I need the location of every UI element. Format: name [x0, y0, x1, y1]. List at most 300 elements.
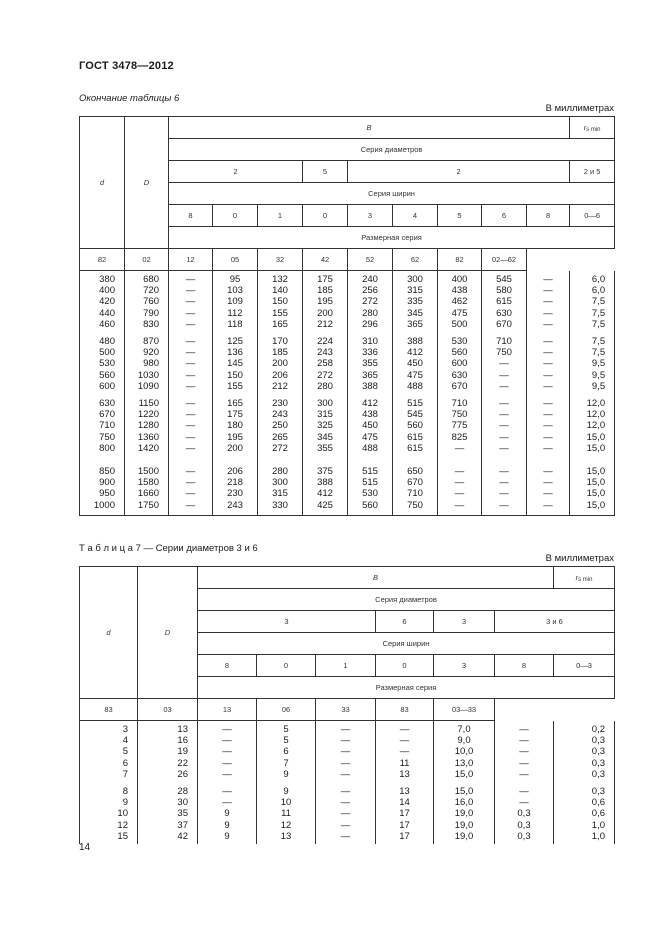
table-cell: 630 — [482, 308, 527, 319]
table-cell: 5 — [80, 746, 138, 757]
table-cell: 109 — [213, 296, 258, 307]
table-row — [80, 409, 615, 420]
table-cell: 180 — [213, 420, 258, 431]
table-cell: — — [527, 381, 570, 392]
table-cell: 475 — [393, 370, 438, 381]
table-cell: 19,0 — [434, 820, 495, 831]
table-cell: 380 — [80, 271, 125, 286]
table-cell: 388 — [303, 477, 348, 488]
table-cell: 230 — [258, 392, 303, 409]
table-cell: 15,0 — [570, 454, 615, 477]
table-cell: 315 — [393, 285, 438, 296]
table-cell: 1580 — [125, 477, 169, 488]
table6 — [79, 116, 615, 516]
table-cell: 95 — [213, 271, 258, 286]
table-cell: 12,0 — [570, 409, 615, 420]
diam-series-cell: 3 и 6 — [495, 611, 615, 633]
table-cell: 750 — [482, 347, 527, 358]
table-cell: 545 — [393, 409, 438, 420]
table-cell: 0,6 — [554, 797, 615, 808]
dim-series-cell: 05 — [213, 249, 258, 271]
table-cell: — — [169, 392, 213, 409]
table-cell: 300 — [393, 271, 438, 286]
width-series-cell: 8 — [527, 205, 570, 227]
table-row — [80, 797, 615, 808]
table-cell: 475 — [348, 432, 393, 443]
table-cell: 15,0 — [570, 432, 615, 443]
table-cell: 375 — [303, 454, 348, 477]
table-cell: — — [376, 721, 434, 736]
table-cell: 0,2 — [554, 721, 615, 736]
table-row — [80, 308, 615, 319]
table-cell: — — [482, 432, 527, 443]
table-cell: 800 — [80, 443, 125, 454]
table-cell: — — [169, 358, 213, 369]
table-cell: 258 — [303, 358, 348, 369]
table-cell: 7 — [80, 769, 138, 780]
table-cell: 920 — [125, 347, 169, 358]
table-cell: 330 — [258, 500, 303, 516]
table-cell: 0,3 — [554, 769, 615, 780]
dim-series-cell: 62 — [393, 249, 438, 271]
table-cell: 218 — [213, 477, 258, 488]
diam-series-cell: 6 — [376, 611, 434, 633]
table-cell: 515 — [348, 454, 393, 477]
table-cell: 19,0 — [434, 808, 495, 819]
table-cell: 14 — [376, 797, 434, 808]
table-cell: — — [495, 721, 554, 736]
width-series-cell: 1 — [258, 205, 303, 227]
page-number: 14 — [79, 842, 91, 853]
table-cell: 256 — [348, 285, 393, 296]
table-cell: 17 — [376, 831, 434, 844]
table-cell: 0,3 — [495, 808, 554, 819]
table-cell: 750 — [438, 409, 482, 420]
table-row — [80, 454, 615, 477]
width-series-cell: 8 — [495, 655, 554, 677]
table-cell: 16,0 — [434, 797, 495, 808]
table-cell: 710 — [393, 488, 438, 499]
width-series-cell: 8 — [169, 205, 213, 227]
table-cell: 7 — [257, 758, 316, 769]
table-row — [80, 500, 615, 516]
table-cell: 7,5 — [570, 319, 615, 330]
table-cell: 790 — [125, 308, 169, 319]
table-row — [80, 381, 615, 392]
table-cell: — — [527, 308, 570, 319]
table-cell: — — [169, 330, 213, 347]
table-cell: 650 — [393, 454, 438, 477]
table-row — [80, 758, 615, 769]
table-cell: — — [482, 500, 527, 516]
table-row — [80, 721, 615, 736]
table-cell: 600 — [438, 358, 482, 369]
dim-series-cell: 83 — [376, 699, 434, 721]
table-cell: 15,0 — [434, 769, 495, 780]
table-cell: 265 — [258, 432, 303, 443]
table-cell: 720 — [125, 285, 169, 296]
table-cell: 545 — [482, 271, 527, 286]
table-cell: 980 — [125, 358, 169, 369]
table-cell: 500 — [438, 319, 482, 330]
table-cell: 30 — [138, 797, 198, 808]
table-cell: 13 — [257, 831, 316, 844]
table-cell: — — [438, 500, 482, 516]
table-cell: 315 — [303, 409, 348, 420]
width-series-cell: 1 — [316, 655, 376, 677]
table-cell: 19,0 — [434, 831, 495, 844]
table-cell: — — [169, 500, 213, 516]
table-cell: 560 — [348, 500, 393, 516]
table-cell: 12 — [80, 820, 138, 831]
diam-series-cell: 3 — [198, 611, 376, 633]
table-cell: 9,5 — [570, 381, 615, 392]
table-cell: 462 — [438, 296, 482, 307]
table-cell: 345 — [303, 432, 348, 443]
table-cell: 300 — [303, 392, 348, 409]
table-cell: 112 — [213, 308, 258, 319]
table7-caption: Т а б л и ц а 7 — Серии диаметров 3 и 6 — [79, 543, 258, 554]
table-cell: 280 — [348, 308, 393, 319]
table-cell: 710 — [438, 392, 482, 409]
table-cell: 336 — [348, 347, 393, 358]
table-cell: 315 — [258, 488, 303, 499]
table-row — [80, 296, 615, 307]
table-cell: 425 — [303, 500, 348, 516]
dim-series-cell: 02 — [125, 249, 169, 271]
table6-caption: Окончание таблицы 6 — [79, 93, 180, 104]
table-cell: — — [495, 769, 554, 780]
table-cell: — — [316, 780, 376, 797]
table-cell: 615 — [393, 432, 438, 443]
table-row — [80, 488, 615, 499]
table-cell: — — [527, 392, 570, 409]
table-cell: 155 — [213, 381, 258, 392]
table-cell: 165 — [213, 392, 258, 409]
table-cell: 515 — [393, 392, 438, 409]
width-series-label: Серия ширин — [169, 183, 615, 205]
table-cell: 17 — [376, 808, 434, 819]
table-cell: — — [495, 746, 554, 757]
table-cell: 35 — [138, 808, 198, 819]
table-cell: — — [438, 443, 482, 454]
table-cell: 0,3 — [554, 746, 615, 757]
table-cell: — — [316, 831, 376, 844]
table-cell: 6,0 — [570, 285, 615, 296]
table-cell: 7,5 — [570, 347, 615, 358]
dim-series-cell: 13 — [198, 699, 257, 721]
table-cell: 6 — [257, 746, 316, 757]
table-cell: 224 — [303, 330, 348, 347]
table-cell: 206 — [213, 454, 258, 477]
table-row — [80, 780, 615, 797]
table-cell: 170 — [258, 330, 303, 347]
table-cell: 560 — [80, 370, 125, 381]
dim-series-cell: 32 — [258, 249, 303, 271]
table-cell: 296 — [348, 319, 393, 330]
table-cell: 438 — [348, 409, 393, 420]
dim-series-cell: 02—62 — [482, 249, 527, 271]
table-cell: — — [316, 769, 376, 780]
table-cell: — — [376, 735, 434, 746]
table-cell: 185 — [303, 285, 348, 296]
table-cell: 9 — [80, 797, 138, 808]
col-D-header: D — [125, 117, 169, 249]
table-cell: 6 — [80, 758, 138, 769]
table-cell: 175 — [303, 271, 348, 286]
table-cell: — — [527, 477, 570, 488]
dim-series-label: Размерная серия — [169, 227, 615, 249]
table-cell: 412 — [303, 488, 348, 499]
table-cell: 750 — [393, 500, 438, 516]
table-cell: 9 — [257, 780, 316, 797]
table-cell: 355 — [303, 443, 348, 454]
table-cell: 243 — [258, 409, 303, 420]
table-row — [80, 746, 615, 757]
table-cell: — — [438, 488, 482, 499]
dim-series-label: Размерная серия — [198, 677, 615, 699]
table-cell: 13 — [376, 769, 434, 780]
table-cell: 13 — [376, 780, 434, 797]
table-cell: 615 — [393, 443, 438, 454]
table-cell: 12,0 — [570, 420, 615, 431]
table-cell: 1420 — [125, 443, 169, 454]
table-cell: 8 — [80, 780, 138, 797]
table-row — [80, 370, 615, 381]
table-row — [80, 347, 615, 358]
table-cell: 1090 — [125, 381, 169, 392]
table6-units: В миллиметрах — [545, 103, 614, 114]
diam-series-label: Серия диаметров — [198, 589, 615, 611]
dim-series-cell: 33 — [316, 699, 376, 721]
table-cell: 272 — [303, 370, 348, 381]
table-cell: 12,0 — [570, 392, 615, 409]
dim-series-cell: 82 — [80, 249, 125, 271]
standard-title: ГОСТ 3478—2012 — [79, 60, 174, 72]
table-cell: 9 — [198, 831, 257, 844]
table-cell: — — [527, 347, 570, 358]
table-cell: — — [482, 454, 527, 477]
table-cell: 0,3 — [554, 735, 615, 746]
table-cell: 670 — [393, 477, 438, 488]
width-series-cell: 4 — [393, 205, 438, 227]
table-cell: 19 — [138, 746, 198, 757]
table-cell: 212 — [258, 381, 303, 392]
table-cell: 11 — [376, 758, 434, 769]
col-d-header: d — [80, 567, 138, 699]
table-cell: — — [482, 392, 527, 409]
table-cell: 7,0 — [434, 721, 495, 736]
table-cell: 10 — [257, 797, 316, 808]
table-cell: 870 — [125, 330, 169, 347]
table7 — [79, 566, 615, 844]
width-series-cell: 3 — [348, 205, 393, 227]
table-cell: 900 — [80, 477, 125, 488]
table-cell: 515 — [348, 477, 393, 488]
dim-series-cell: 03—33 — [434, 699, 495, 721]
dim-series-cell: 52 — [348, 249, 393, 271]
dim-series-cell: 03 — [138, 699, 198, 721]
table-cell: — — [527, 454, 570, 477]
table-cell: 37 — [138, 820, 198, 831]
table-cell: 15,0 — [434, 780, 495, 797]
table-cell: 145 — [213, 358, 258, 369]
table-cell: 345 — [393, 308, 438, 319]
table-cell: 850 — [80, 454, 125, 477]
table-cell: 9,5 — [570, 358, 615, 369]
diam-series-label: Серия диаметров — [169, 139, 615, 161]
width-series-cell: 0 — [257, 655, 316, 677]
table-cell: 530 — [348, 488, 393, 499]
table-cell: 200 — [258, 358, 303, 369]
table-cell: — — [169, 443, 213, 454]
dim-series-cell: 06 — [257, 699, 316, 721]
table-cell: — — [198, 797, 257, 808]
table-cell: — — [527, 409, 570, 420]
table-cell: 136 — [213, 347, 258, 358]
table-cell: — — [169, 308, 213, 319]
table-cell: 615 — [482, 296, 527, 307]
table-cell: — — [527, 432, 570, 443]
table-cell: 950 — [80, 488, 125, 499]
table-cell: 760 — [125, 296, 169, 307]
table-row — [80, 477, 615, 488]
table-cell: 195 — [213, 432, 258, 443]
table-cell: 13,0 — [434, 758, 495, 769]
table-cell: 42 — [138, 831, 198, 844]
table-cell: — — [495, 758, 554, 769]
table-row — [80, 420, 615, 431]
table-cell: 1500 — [125, 454, 169, 477]
table-cell: — — [169, 285, 213, 296]
table-cell: — — [376, 746, 434, 757]
width-series-cell: 0—6 — [570, 205, 615, 227]
table-cell: 17 — [376, 820, 434, 831]
table-cell: — — [495, 797, 554, 808]
table-cell: 460 — [80, 319, 125, 330]
table-cell: 140 — [258, 285, 303, 296]
table-cell: 230 — [213, 488, 258, 499]
dim-series-cell: 83 — [80, 699, 138, 721]
col-D-header: D — [138, 567, 198, 699]
table-cell: 560 — [438, 347, 482, 358]
table-cell: — — [438, 454, 482, 477]
table-cell: 830 — [125, 319, 169, 330]
table-cell: — — [482, 358, 527, 369]
table-cell: — — [169, 319, 213, 330]
table-cell: 150 — [258, 296, 303, 307]
table-row — [80, 319, 615, 330]
table-row — [80, 808, 615, 819]
table-cell: 206 — [258, 370, 303, 381]
table-cell: 9 — [257, 769, 316, 780]
table-cell: 1000 — [80, 500, 125, 516]
table-cell: 630 — [80, 392, 125, 409]
table-cell: — — [316, 808, 376, 819]
table-cell: — — [482, 409, 527, 420]
table-cell: — — [169, 271, 213, 286]
table-cell: 775 — [438, 420, 482, 431]
width-series-cell: 8 — [198, 655, 257, 677]
table-cell: 11 — [257, 808, 316, 819]
table-cell: 670 — [80, 409, 125, 420]
table-cell: — — [527, 488, 570, 499]
table-cell: 15,0 — [570, 477, 615, 488]
table-cell: 0,3 — [554, 780, 615, 797]
table-cell: 9,0 — [434, 735, 495, 746]
table-cell: 200 — [213, 443, 258, 454]
table-cell: 175 — [213, 409, 258, 420]
width-series-cell: 0—3 — [554, 655, 615, 677]
table-cell: — — [495, 780, 554, 797]
table-cell: 272 — [258, 443, 303, 454]
table-row — [80, 443, 615, 454]
table-cell: — — [316, 721, 376, 736]
table-cell: — — [482, 488, 527, 499]
width-series-label: Серия ширин — [198, 633, 615, 655]
width-series-cell: 6 — [482, 205, 527, 227]
table-cell: — — [169, 454, 213, 477]
table-cell: 500 — [80, 347, 125, 358]
table-cell: 310 — [348, 330, 393, 347]
table-cell: 388 — [393, 330, 438, 347]
table-cell: — — [316, 797, 376, 808]
table-row — [80, 831, 615, 844]
table-cell: 670 — [438, 381, 482, 392]
table-row — [80, 432, 615, 443]
width-series-cell: 0 — [213, 205, 258, 227]
table-cell: 530 — [80, 358, 125, 369]
table-cell: 5 — [257, 721, 316, 736]
table-row — [80, 285, 615, 296]
table-cell: 165 — [258, 319, 303, 330]
table-cell: 0,3 — [554, 758, 615, 769]
width-series-cell: 3 — [434, 655, 495, 677]
table-cell: 1150 — [125, 392, 169, 409]
table-cell: — — [198, 780, 257, 797]
table-cell: — — [316, 735, 376, 746]
table-cell: 15,0 — [570, 488, 615, 499]
diam-series-cell: 2 — [169, 161, 303, 183]
table-cell: — — [169, 432, 213, 443]
table-row — [80, 271, 615, 286]
table-cell: — — [527, 443, 570, 454]
table-cell: 1030 — [125, 370, 169, 381]
width-series-cell: 0 — [303, 205, 348, 227]
table-cell: 15 — [80, 831, 138, 844]
table-cell: — — [482, 420, 527, 431]
table-cell: 1,0 — [554, 820, 615, 831]
diam-series-cell: 2 и 5 — [570, 161, 615, 183]
col-rs-header: $r_{s min}$ — [554, 567, 615, 589]
table-cell: 365 — [393, 319, 438, 330]
table-cell: 185 — [258, 347, 303, 358]
table-cell: 243 — [213, 500, 258, 516]
table-cell: 560 — [393, 420, 438, 431]
table-cell: 28 — [138, 780, 198, 797]
col-B-header: B — [169, 117, 570, 139]
table-cell: 103 — [213, 285, 258, 296]
table-cell: — — [527, 319, 570, 330]
table-row — [80, 769, 615, 780]
table-row — [80, 735, 615, 746]
table-cell: 365 — [348, 370, 393, 381]
table-cell: 412 — [348, 392, 393, 409]
table7-units: В миллиметрах — [545, 553, 614, 564]
table-cell: 355 — [348, 358, 393, 369]
table-cell: 580 — [482, 285, 527, 296]
table-cell: — — [527, 420, 570, 431]
